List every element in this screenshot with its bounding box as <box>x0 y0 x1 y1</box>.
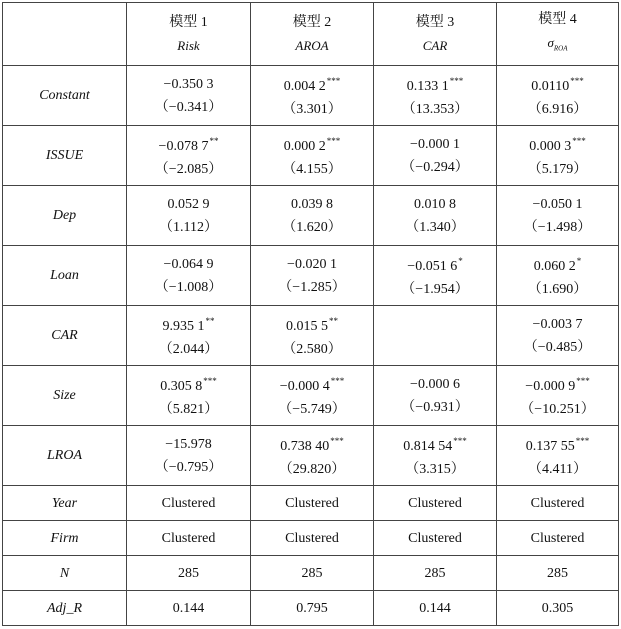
value-cell <box>127 186 251 246</box>
row-label: Dep <box>3 186 127 246</box>
coefficient-value: −0.064 9 <box>163 256 214 272</box>
row-label: Constant <box>3 66 127 126</box>
coefficient <box>374 430 496 458</box>
t-statistic: （1.620） <box>282 219 342 235</box>
column-title: 模型 3 <box>415 15 455 30</box>
coefficient <box>127 433 250 456</box>
sigma-symbol: σ <box>547 34 554 50</box>
coefficient <box>127 130 250 158</box>
row-label: Size <box>3 366 127 426</box>
summary-value: 0.305 <box>497 591 619 626</box>
summary-row <box>3 521 619 556</box>
coefficient-value: 0.814 54 <box>403 439 453 454</box>
column-title: 模型 4 <box>538 11 577 27</box>
table-row <box>3 186 619 246</box>
t-statistic: （−1.008） <box>154 279 223 295</box>
t-statistic: （−1.285） <box>278 279 346 295</box>
coefficient-value: −0.350 3 <box>163 76 214 92</box>
header-cell-model-3 <box>374 3 497 66</box>
t-statistic: （1.340） <box>405 219 465 235</box>
column-subtitle: AROA <box>295 38 329 53</box>
row-label: N <box>3 556 127 591</box>
significance-stars: *** <box>570 76 584 86</box>
significance-stars: *** <box>330 376 345 386</box>
value-cell <box>251 246 374 306</box>
coefficient-value: 0.738 40 <box>280 439 330 454</box>
row-label: CAR <box>3 306 127 366</box>
coefficient-value: −0.051 6 <box>407 259 458 274</box>
coefficient-value: −0.078 7 <box>158 139 209 154</box>
t-statistic: （2.580） <box>282 342 342 357</box>
t-statistic: （4.411） <box>528 462 587 477</box>
significance-stars: *** <box>576 376 590 386</box>
significance-stars: * <box>576 256 582 266</box>
significance-stars: ** <box>205 316 215 326</box>
coefficient-value: −0.003 7 <box>532 316 583 332</box>
t-statistic: （−1.498） <box>523 219 592 235</box>
coefficient-value: 0.305 8 <box>160 379 203 394</box>
t-statistic: （−10.251） <box>520 402 595 417</box>
coefficient <box>251 70 373 98</box>
value-cell <box>497 186 619 246</box>
summary-value: 285 <box>374 556 497 591</box>
coefficient-value: 0.060 2 <box>533 259 576 274</box>
coefficient <box>497 370 618 398</box>
summary-value: Clustered <box>497 521 619 556</box>
coefficient-value: 0.052 9 <box>167 196 210 212</box>
table-row <box>3 246 619 306</box>
summary-row <box>3 486 619 521</box>
column-subtitle: Risk <box>177 38 200 53</box>
value-cell <box>251 426 374 486</box>
column-subtitle <box>497 31 618 61</box>
value-cell <box>127 66 251 126</box>
summary-value: Clustered <box>251 486 374 521</box>
coefficient <box>374 133 496 156</box>
t-statistic: （6.916） <box>527 102 588 117</box>
summary-value: Clustered <box>127 521 251 556</box>
header-row <box>3 3 619 66</box>
coefficient-value: −0.020 1 <box>287 256 337 272</box>
value-cell <box>127 366 251 426</box>
row-label: LROA <box>3 426 127 486</box>
value-cell <box>497 66 619 126</box>
t-statistic: （13.353） <box>401 102 469 117</box>
row-label: Firm <box>3 521 127 556</box>
significance-stars: *** <box>330 436 344 446</box>
coefficient-value: −0.050 1 <box>532 196 583 212</box>
coefficient <box>374 373 496 396</box>
value-cell <box>374 246 497 306</box>
t-statistic: （−0.485） <box>523 339 592 355</box>
significance-stars: *** <box>449 76 464 86</box>
coefficient-value: 9.935 1 <box>162 319 205 334</box>
t-statistic: （−5.749） <box>278 402 346 417</box>
t-statistic: （5.179） <box>527 162 588 177</box>
coefficient <box>251 130 373 158</box>
significance-stars: *** <box>326 136 341 146</box>
coefficient-value: 0.015 5 <box>286 319 328 334</box>
coefficient <box>127 253 250 276</box>
coefficient <box>251 310 373 338</box>
coefficient-value: −0.000 6 <box>410 376 460 392</box>
table-row <box>3 126 619 186</box>
t-statistic: （1.112） <box>159 219 218 235</box>
t-statistic: （−0.931） <box>401 399 469 415</box>
summary-value: Clustered <box>127 486 251 521</box>
summary-value: Clustered <box>374 521 497 556</box>
summary-row <box>3 591 619 626</box>
t-statistic: （29.820） <box>278 462 346 477</box>
summary-value: 0.795 <box>251 591 374 626</box>
t-statistic: （−0.294） <box>401 159 469 175</box>
significance-stars: *** <box>326 76 341 86</box>
table-row <box>3 366 619 426</box>
coefficient <box>127 193 250 216</box>
coefficient-value: −0.000 1 <box>410 136 460 152</box>
value-cell <box>251 186 374 246</box>
coefficient <box>497 193 618 216</box>
summary-value: Clustered <box>374 486 497 521</box>
summary-value: 0.144 <box>374 591 497 626</box>
value-cell <box>374 426 497 486</box>
value-cell <box>251 366 374 426</box>
table-row <box>3 426 619 486</box>
t-statistic: （−1.954） <box>401 282 469 297</box>
coefficient <box>497 70 618 98</box>
coefficient <box>127 310 250 338</box>
significance-stars: *** <box>453 436 467 446</box>
column-subtitle: CAR <box>422 38 448 53</box>
row-label: Adj_R <box>3 591 127 626</box>
sigma-subscript: ROA <box>553 44 568 53</box>
value-cell <box>497 426 619 486</box>
value-cell <box>251 306 374 366</box>
coefficient <box>497 313 618 336</box>
summary-value: Clustered <box>251 521 374 556</box>
t-statistic: （3.315） <box>405 462 465 477</box>
significance-stars: *** <box>572 136 586 146</box>
value-cell <box>497 126 619 186</box>
coefficient <box>251 193 373 216</box>
t-statistic: （5.821） <box>158 402 219 417</box>
coefficient <box>127 73 250 96</box>
value-cell <box>497 366 619 426</box>
coefficient <box>251 253 373 276</box>
row-label: Loan <box>3 246 127 306</box>
significance-stars: *** <box>203 376 217 386</box>
column-title: 模型 1 <box>169 15 208 30</box>
value-cell <box>374 366 497 426</box>
header-cell-model-2 <box>251 3 374 66</box>
value-cell <box>374 66 497 126</box>
coefficient <box>497 430 618 458</box>
value-cell <box>127 426 251 486</box>
summary-value: 285 <box>497 556 619 591</box>
value-cell <box>127 126 251 186</box>
t-statistic: （3.301） <box>282 102 342 117</box>
value-cell <box>251 66 374 126</box>
table-row <box>3 66 619 126</box>
value-cell <box>374 126 497 186</box>
coefficient-value: 0.137 55 <box>525 439 575 454</box>
summary-row <box>3 556 619 591</box>
row-label: Year <box>3 486 127 521</box>
coefficient <box>127 370 250 398</box>
value-cell <box>374 186 497 246</box>
header-cell-model-4 <box>497 3 619 66</box>
t-statistic: （−0.341） <box>154 99 223 115</box>
corner-cell <box>3 3 127 66</box>
header-cell-model-1 <box>127 3 251 66</box>
coefficient-value: 0.000 3 <box>529 139 572 154</box>
coefficient-value: 0.039 8 <box>291 196 333 212</box>
coefficient <box>374 70 496 98</box>
regression-table <box>2 2 619 626</box>
coefficient <box>497 130 618 158</box>
coefficient-value: 0.004 2 <box>283 79 326 94</box>
coefficient <box>374 250 496 278</box>
summary-value: 285 <box>127 556 251 591</box>
coefficient-value: 0.0110 <box>531 79 570 94</box>
summary-value: 285 <box>251 556 374 591</box>
coefficient <box>251 430 373 458</box>
coefficient-value: −15.978 <box>165 436 212 452</box>
coefficient <box>497 250 618 278</box>
summary-value: Clustered <box>497 486 619 521</box>
coefficient-value: 0.000 2 <box>283 139 326 154</box>
value-cell <box>374 306 497 366</box>
t-statistic: （2.044） <box>158 342 219 357</box>
significance-stars: * <box>458 256 463 266</box>
t-statistic: （−2.085） <box>154 162 223 177</box>
significance-stars: *** <box>575 436 590 446</box>
significance-stars: ** <box>209 136 219 146</box>
row-label: ISSUE <box>3 126 127 186</box>
coefficient <box>374 193 496 216</box>
value-cell <box>497 246 619 306</box>
value-cell <box>127 246 251 306</box>
table-row <box>3 306 619 366</box>
table-body <box>3 3 619 626</box>
value-cell <box>497 306 619 366</box>
significance-stars: ** <box>329 316 338 326</box>
value-cell <box>251 126 374 186</box>
t-statistic: （−0.795） <box>154 459 223 475</box>
coefficient <box>251 370 373 398</box>
t-statistic: （1.690） <box>527 282 588 297</box>
summary-value: 0.144 <box>127 591 251 626</box>
value-cell <box>127 306 251 366</box>
coefficient-value: 0.133 1 <box>406 79 449 94</box>
coefficient-value: −0.000 4 <box>279 379 330 394</box>
coefficient-value: 0.010 8 <box>414 196 456 212</box>
column-title: 模型 2 <box>292 15 332 30</box>
t-statistic: （4.155） <box>282 162 342 177</box>
coefficient-value: −0.000 9 <box>525 379 576 394</box>
